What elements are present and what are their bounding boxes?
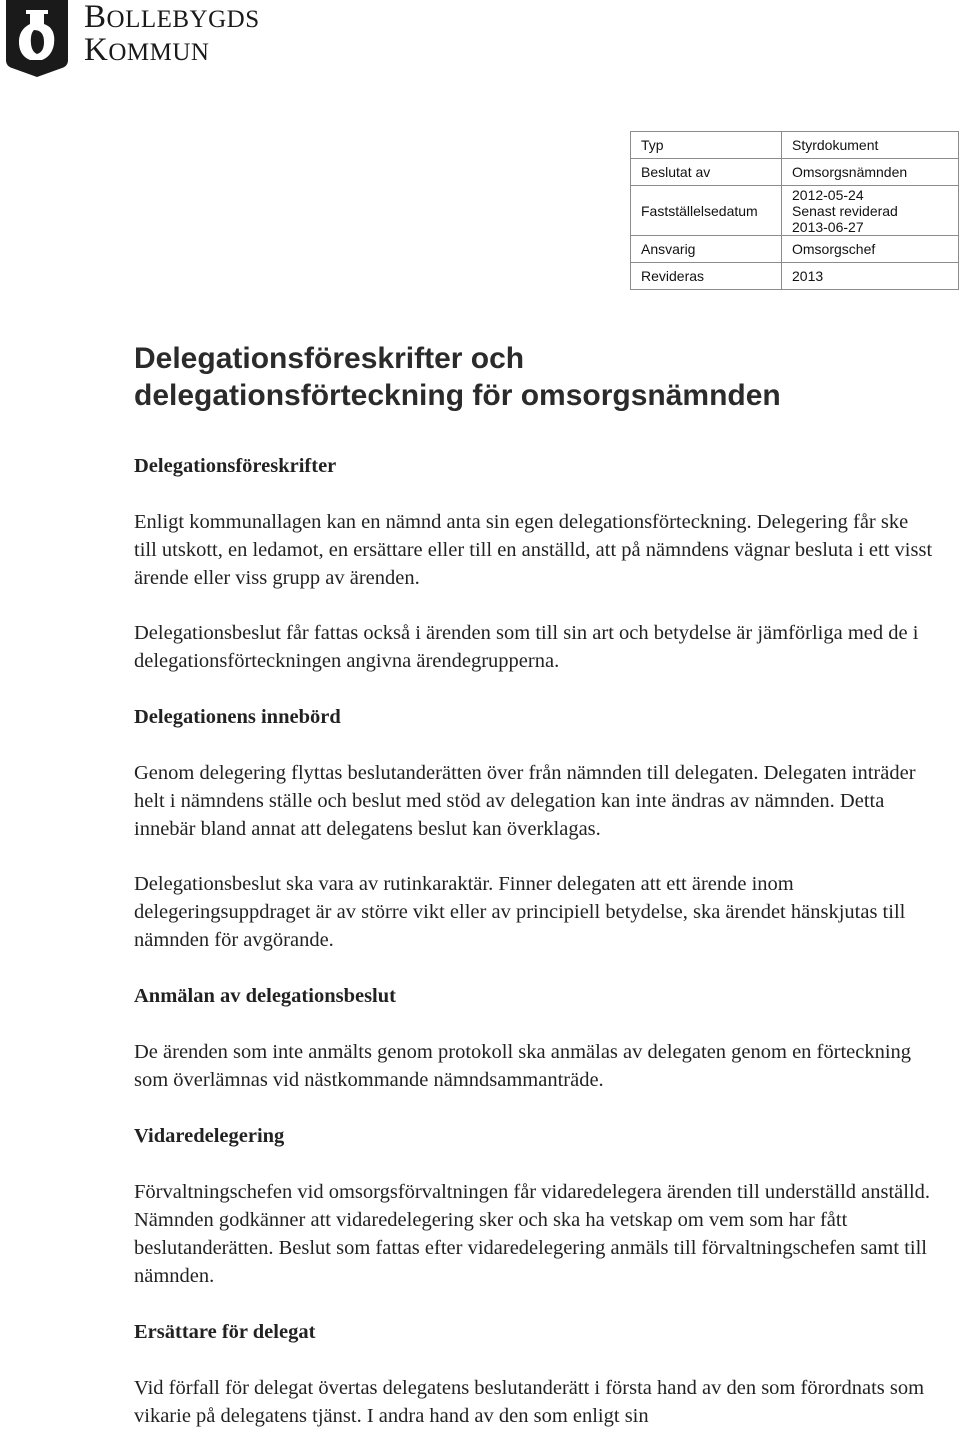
paragraph: Vid förfall för delegat övertas delegatens beslutanderätt i första hand av den som förordnats som vikarie på delegatens tjänst. I andra hand av den som enligt sin	[134, 1377, 925, 1427]
meta-date-adopted: 2012-05-24	[792, 186, 864, 203]
meta-key: Ansvarig	[631, 236, 782, 263]
document-meta-table	[630, 131, 959, 290]
logo-wordmark: BOLLEBYGDS KOMMUN	[84, 0, 260, 68]
paragraph: Genom delegering flyttas beslutanderätten över från nämnden till delegaten. Delegaten inträder helt i nämndens ställe och beslut med stöd av delegation kan inte ändras av nämnden. Detta innebär bland annat att delegatens beslut kan överklagas.	[134, 762, 916, 840]
title-line-1: Delegationsföreskrifter och	[134, 342, 525, 375]
document-title	[134, 340, 934, 414]
paragraph: Förvaltningschefen vid omsorgsförvaltningen får vidaredelegera ärenden till underställd anställd. Nämnden godkänner att vidaredelegering sker och ska ha vetskap om vem som har fått beslutanderätten. Beslut som fattas efter vidaredelegering anmäls till förvaltningschefen samt till nämnden.	[134, 1181, 931, 1287]
section-heading: Delegationens innebörd	[134, 706, 341, 728]
section-heading: Vidaredelegering	[134, 1125, 285, 1147]
title-line-2: delegationsförteckning för omsorgsnämnden	[134, 379, 781, 412]
section-heading: Delegationsföreskrifter	[134, 455, 337, 477]
paragraph: Enligt kommunallagen kan en nämnd anta sin egen delegationsförteckning. Delegering får ske till utskott, en ledamot, en ersättare eller till en anställd, att på nämndens vägnar besluta i ett visst ärende eller viss grupp av ärenden.	[134, 511, 933, 589]
paragraph: Delegationsbeslut ska vara av rutinkaraktär. Finner delegaten att ett ärende inom delegeringsuppdraget är av större vikt eller av principiell betydelse, ska ärendet hänskjutas till nämnden för avgörande.	[134, 873, 906, 951]
meta-revised-label: Senast reviderad	[792, 202, 898, 219]
section-heading: Anmälan av delegationsbeslut	[134, 985, 396, 1007]
meta-date-revised: 2013-06-27	[792, 218, 864, 235]
paragraph: De ärenden som inte anmälts genom protokoll ska anmälas av delegaten genom en förteckning som överlämnas vid nästkommande nämndsammanträde.	[134, 1041, 912, 1091]
meta-row-faststallelsedatum	[631, 186, 959, 236]
coat-of-arms-icon	[4, 0, 70, 78]
meta-key: Beslutat av	[631, 159, 782, 186]
meta-value: Omsorgsnämnden	[782, 159, 959, 186]
municipality-logo	[4, 0, 304, 80]
document-body	[134, 452, 934, 1430]
meta-value: Omsorgschef	[782, 236, 959, 263]
meta-key: Revideras	[631, 263, 782, 290]
meta-row-beslutat-av	[631, 159, 959, 186]
meta-row-revideras	[631, 263, 959, 290]
meta-key: Typ	[631, 132, 782, 159]
section-heading: Ersättare för delegat	[134, 1321, 316, 1343]
meta-value	[782, 186, 959, 236]
meta-value: 2013	[782, 263, 959, 290]
meta-key: Fastställelsedatum	[631, 186, 782, 236]
meta-value: Styrdokument	[782, 132, 959, 159]
meta-row-typ	[631, 132, 959, 159]
meta-row-ansvarig	[631, 236, 959, 263]
paragraph: Delegationsbeslut får fattas också i ärenden som till sin art och betydelse är jämförliga med de i delegationsförteckningen angivna ärendegrupperna.	[134, 622, 919, 672]
